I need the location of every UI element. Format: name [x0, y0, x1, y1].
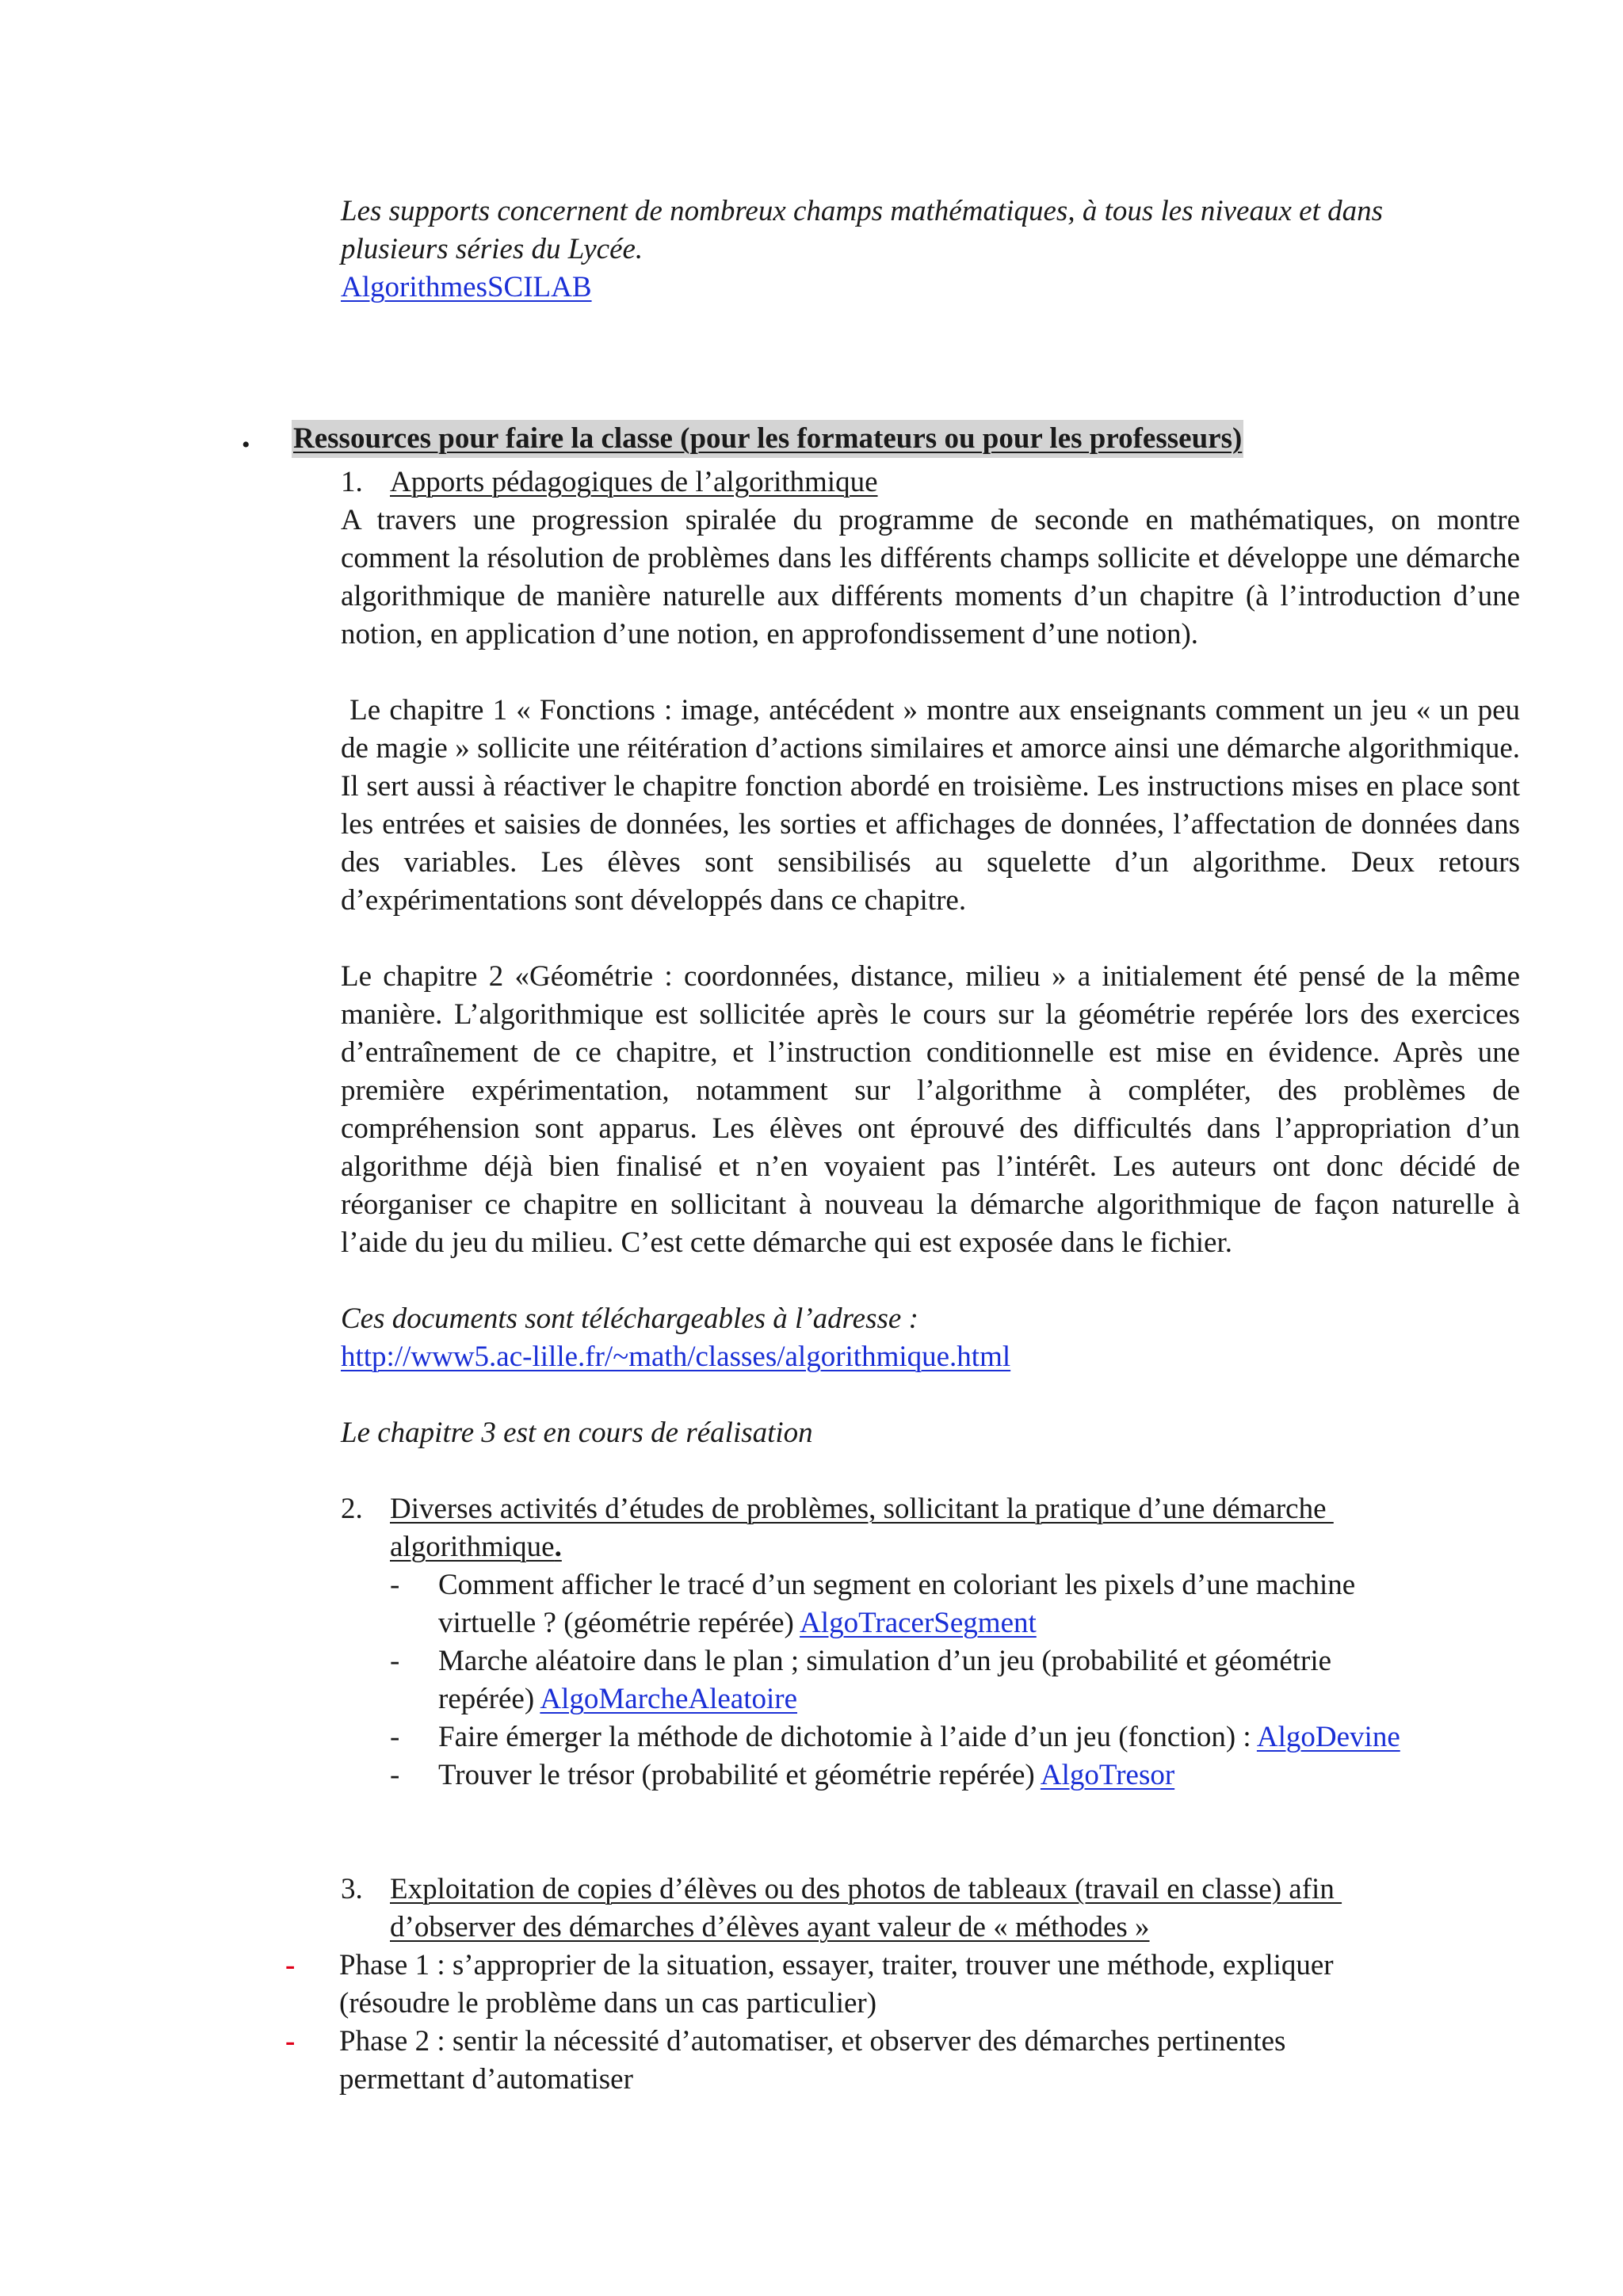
sub3-dash: - [390, 1721, 400, 1753]
algo-tracer-segment-link[interactable]: AlgoTracerSegment [800, 1607, 1037, 1639]
sub2-line-1: Marche aléatoire dans le plan ; simulation d’un jeu (probabilité et géométrie [438, 1645, 1332, 1677]
intro-line-2: plusieurs séries du Lycée. [341, 233, 643, 265]
intro-line-1: Les supports concernent de nombreux champs mathématiques, à tous les niveaux et dans [341, 195, 1383, 227]
section-heading: Ressources pour faire la classe (pour les formateurs ou pour les professeurs) [292, 420, 1243, 458]
sub4-line-wrap [438, 1756, 1174, 1794]
sub4-dash: - [390, 1759, 400, 1791]
sub2-line-2: repérée) [438, 1683, 540, 1715]
algo-devine-link[interactable]: AlgoDevine [1256, 1721, 1400, 1753]
download-url-link[interactable]: http://www5.ac-lille.fr/~math/classes/algorithmique.html [341, 1341, 1011, 1373]
item3-title-line-2: d’observer des démarches d’élèves ayant valeur de « méthodes » [390, 1911, 1150, 1943]
item3-title-line-1: Exploitation de copies d’élèves ou des photos de tableaux (travail en classe) afin [390, 1873, 1342, 1905]
item2-title-line-2-wrap [390, 1528, 562, 1566]
item1-number: 1. [341, 466, 363, 498]
sub1-dash: - [390, 1569, 400, 1601]
download-text: Ces documents sont téléchargeables à l’adresse : [341, 1302, 918, 1335]
item2-number: 2. [341, 1493, 363, 1525]
sub2-dash: - [390, 1645, 400, 1677]
sub1-line-2: virtuelle ? (géométrie repérée) [438, 1607, 800, 1639]
algo-marche-aleatoire-link[interactable]: AlgoMarcheAleatoire [540, 1683, 798, 1715]
chapter3-note: Le chapitre 3 est en cours de réalisation [341, 1417, 813, 1449]
item1-paragraph-2: Le chapitre 1 « Fonctions : image, antécédent » montre aux enseignants comment un jeu « un peu de magie » sollicite une réitération d’actions similaires et amorce ainsi une démarche algorithmique. Il sert aussi à réactiver le chapitre fonction abordé en troisième. Les instructions mises en place sont les entrées et saisies de données, les sorties et affichages de données, l’affectation de données dans des variables. Les élèves sont sensibilisés au squelette d’un algorithme. Deux retours d’expérimentations sont développés dans ce chapitre. [341, 694, 1528, 917]
intro-link-wrap [341, 269, 1520, 307]
sub1-line-1: Comment afficher le tracé d’un segment en coloriant les pixels d’une machine [438, 1569, 1356, 1601]
item1-paragraph-1: A travers une progression spiralée du programme de seconde en mathématiques, on montre comment la résolution de problèmes dans les différents champs sollicite et développe une démarche algorithmique de manière naturelle aux différents moments d’un chapitre (à l’introduction d’une notion, en application d’une notion, en approfondissement d’une notion). [341, 504, 1520, 650]
phase2-line-2: permettant d’automatiser [339, 2063, 633, 2096]
item2-title-line-2: algorithmique [390, 1531, 555, 1563]
algo-tresor-link[interactable]: AlgoTresor [1040, 1759, 1175, 1791]
item1-paragraph-3: Le chapitre 2 «Géométrie : coordonnées, distance, milieu » a initialement été pensé de la même manière. L’algorithmique est sollicitée après le cours sur la géométrie repérée lors des exercices d’entraînement de ce chapitre, et l’instruction conditionnelle est mise en évidence. Après une première expérimentation, notamment sur l’algorithme à compléter, des problèmes de compréhension sont apparus. Les élèves ont éprouvé des difficultés dans l’appropriation d’un algorithme déjà bien finalisé et n’en voyaient pas l’intérêt. Les auteurs ont donc décidé de réorganiser ce chapitre en sollicitant à nouveau la démarche algorithmique de façon naturelle à l’aide du jeu du milieu. C’est cette démarche qui est exposée dans le fichier. [341, 960, 1520, 1259]
sub3-line-wrap [438, 1718, 1400, 1756]
item2-title-line-1: Diverses activités d’études de problèmes, sollicitant la pratique d’une démarche [390, 1493, 1334, 1525]
item2-title-period: . [554, 1531, 562, 1563]
item1-title: Apports pédagogiques de l’algorithmique [390, 466, 878, 498]
download-link-wrap [341, 1338, 1520, 1376]
phase2-line-1: Phase 2 : sentir la nécessité d’automatiser, et observer des démarches pertinentes [339, 2025, 1286, 2058]
sub4-line-1: Trouver le trésor (probabilité et géométrie repérée) [438, 1759, 1041, 1791]
sub3-line-1: Faire émerger la méthode de dichotomie à l’aide d’un jeu (fonction) : [438, 1721, 1257, 1753]
phase1-dash: - [285, 1949, 296, 1981]
item3-number: 3. [341, 1873, 363, 1905]
bullet-icon: • [242, 432, 250, 458]
phase1-line-1: Phase 1 : s’approprier de la situation, essayer, traiter, trouver une méthode, expliquer [339, 1949, 1334, 1981]
phase1-line-2: (résoudre le problème dans un cas particulier) [339, 1987, 877, 2019]
phase2-dash: - [285, 2025, 296, 2058]
sub2-line-2-wrap [438, 1680, 797, 1718]
sub1-line-2-wrap [438, 1604, 1037, 1642]
algorithmes-scilab-link[interactable]: AlgorithmesSCILAB [341, 271, 592, 303]
